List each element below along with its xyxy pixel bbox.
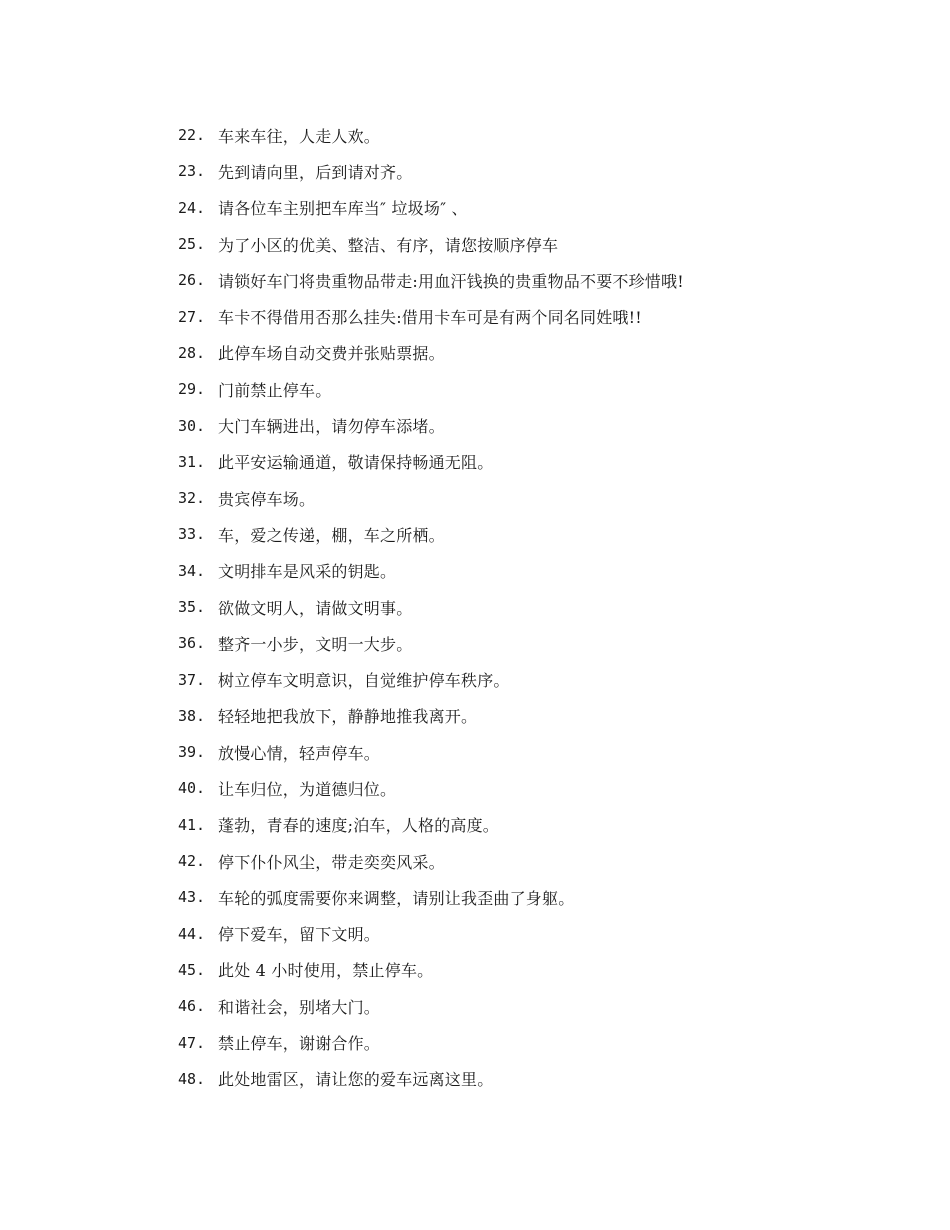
list-item: [178, 516, 684, 552]
item-number: 23.: [178, 162, 206, 181]
item-number: 22.: [178, 126, 206, 145]
item-text: 为了小区的优美、整洁、有序，请您按顺序停车: [218, 235, 559, 255]
item-number: 42.: [178, 852, 206, 871]
item-text: 请各位车主别把车库当″ 垃圾场″ 、: [218, 199, 468, 219]
item-text: 让车归位，为道德归位。: [218, 779, 397, 799]
list-item: [178, 916, 684, 952]
item-number: 40.: [178, 779, 206, 798]
list-item: [178, 444, 684, 480]
list-item: [178, 190, 684, 226]
item-text: 车，爱之传递，棚，车之所栖。: [218, 525, 445, 545]
item-number: 36.: [178, 634, 206, 653]
list-item: [178, 625, 684, 661]
list-item: [178, 879, 684, 915]
item-text: 请锁好车门将贵重物品带走:用血汗钱换的贵重物品不要不珍惜哦!: [218, 271, 684, 291]
item-number: 37.: [178, 670, 206, 689]
list-item: [178, 734, 684, 770]
item-text: 此处 4 小时使用，禁止停车。: [218, 961, 434, 981]
item-number: 34.: [178, 561, 206, 580]
item-text: 和谐社会，别堵大门。: [218, 997, 381, 1017]
list-item: [178, 298, 684, 334]
list-item: [178, 1061, 684, 1097]
item-text: 停下仆仆风尘，带走奕奕风采。: [218, 852, 445, 872]
item-text: 整齐一小步，文明一大步。: [218, 634, 413, 654]
slogan-list: [178, 117, 684, 1097]
item-text: 欲做文明人，请做文明事。: [218, 598, 413, 618]
item-text: 车轮的弧度需要你来调整，请别让我歪曲了身躯。: [218, 888, 575, 908]
item-number: 44.: [178, 924, 206, 943]
item-text: 停下爱车，留下文明。: [218, 925, 381, 945]
list-item: [178, 698, 684, 734]
item-number: 31.: [178, 452, 206, 471]
item-text: 文明排车是风采的钥匙。: [218, 562, 397, 582]
item-number: 46.: [178, 997, 206, 1016]
item-text: 树立停车文明意识，自觉维护停车秩序。: [218, 671, 510, 691]
item-number: 29.: [178, 380, 206, 399]
list-item: [178, 952, 684, 988]
item-text: 贵宾停车场。: [218, 489, 316, 509]
item-number: 45.: [178, 960, 206, 979]
item-text: 大门车辆进出，请勿停车添堵。: [218, 417, 445, 437]
item-number: 48.: [178, 1069, 206, 1088]
item-text: 此停车场自动交费并张贴票据。: [218, 344, 445, 364]
item-number: 43.: [178, 888, 206, 907]
list-item: [178, 335, 684, 371]
item-text: 车卡不得借用否那么挂失:借用卡车可是有两个同名同姓哦!!: [218, 308, 642, 328]
list-item: [178, 661, 684, 697]
item-text: 此平安运输通道，敬请保持畅通无阻。: [218, 453, 494, 473]
list-item: [178, 117, 684, 153]
list-item: [178, 153, 684, 189]
item-text: 门前禁止停车。: [218, 380, 332, 400]
list-item: [178, 262, 684, 298]
item-text: 先到请向里，后到请对齐。: [218, 162, 413, 182]
list-item: [178, 843, 684, 879]
item-number: 30.: [178, 416, 206, 435]
list-item: [178, 371, 684, 407]
list-item: [178, 589, 684, 625]
item-text: 此处地雷区，请让您的爱车远离这里。: [218, 1070, 494, 1090]
item-number: 26.: [178, 271, 206, 290]
list-item: [178, 480, 684, 516]
item-text: 蓬勃，青春的速度;泊车，人格的高度。: [218, 816, 499, 836]
item-number: 39.: [178, 743, 206, 762]
item-number: 28.: [178, 343, 206, 362]
item-text: 车来车往，人走人欢。: [218, 126, 381, 146]
item-number: 27.: [178, 307, 206, 326]
item-number: 33.: [178, 525, 206, 544]
item-number: 25.: [178, 235, 206, 254]
item-number: 35.: [178, 598, 206, 616]
list-item: [178, 407, 684, 443]
list-item: [178, 770, 684, 806]
item-number: 32.: [178, 489, 206, 508]
item-number: 24.: [178, 198, 206, 217]
item-number: 47.: [178, 1033, 206, 1052]
list-item: [178, 553, 684, 589]
list-item: [178, 226, 684, 262]
item-number: 38.: [178, 706, 206, 725]
item-text: 轻轻地把我放下，静静地推我离开。: [218, 707, 478, 727]
item-text: 禁止停车，谢谢合作。: [218, 1034, 381, 1054]
item-number: 41.: [178, 815, 206, 834]
item-text: 放慢心情，轻声停车。: [218, 743, 381, 763]
list-item: [178, 807, 684, 843]
list-item: [178, 988, 684, 1024]
list-item: [178, 1024, 684, 1060]
